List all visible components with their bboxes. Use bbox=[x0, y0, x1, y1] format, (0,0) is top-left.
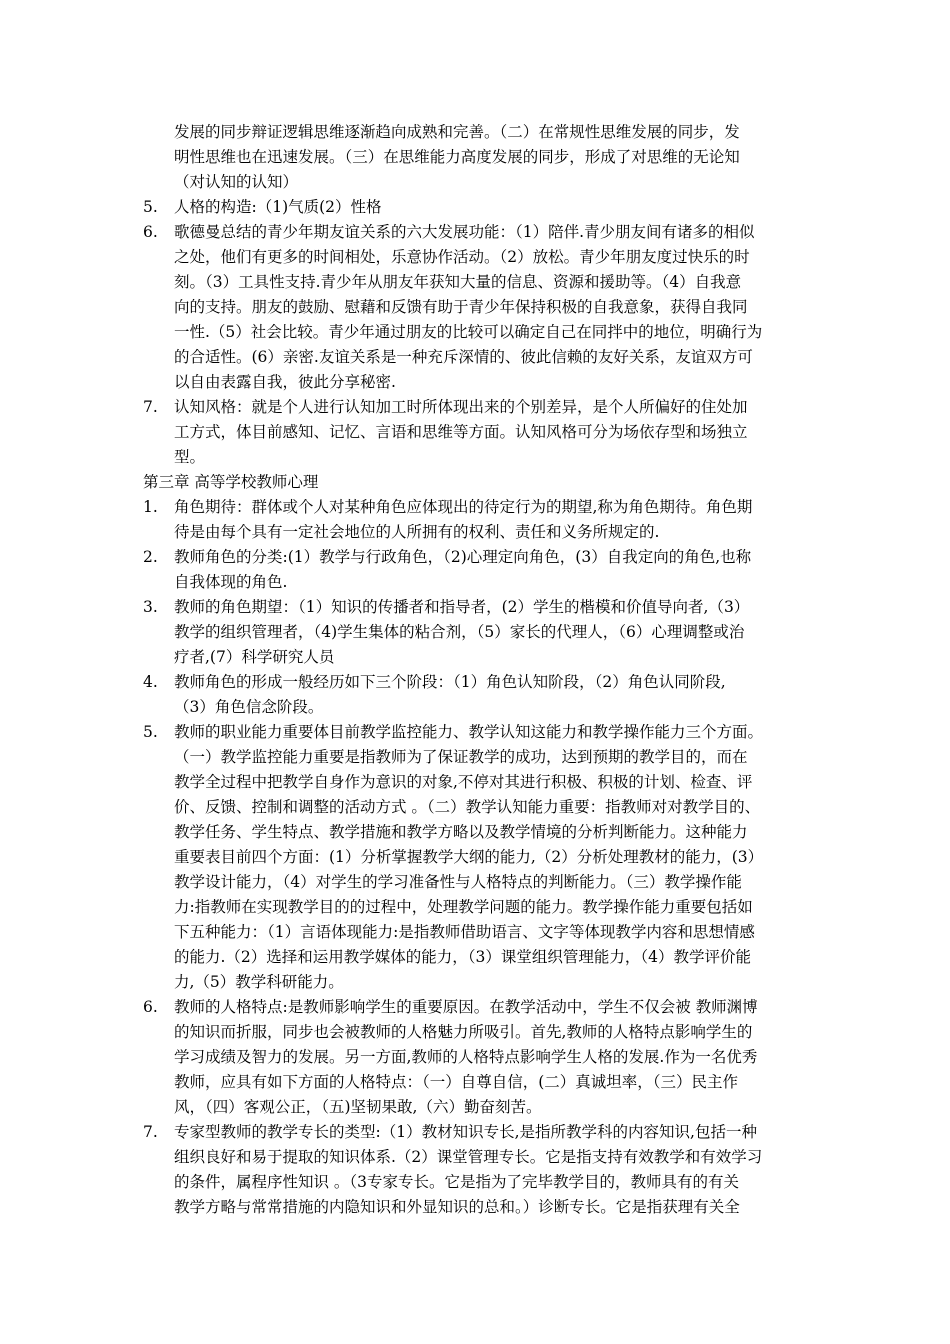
list-item bbox=[0, 395, 950, 420]
list-item bbox=[0, 195, 950, 220]
list-number: 3. bbox=[143, 598, 158, 616]
list-text: 教师角色的形成一般经历如下三个阶段：（1）角色认知阶段，（2）角色认同阶段, bbox=[174, 673, 726, 691]
list-text: 待是由每个具有一定社会地位的人所拥有的权利、责任和义务所规定的. bbox=[174, 523, 660, 541]
list-text: 的条件，属程序性知识 。（3专家专长。它是指为了完毕教学目的，教师具有的有关 bbox=[174, 1173, 740, 1191]
list-item bbox=[0, 495, 950, 520]
list-text: 教学方略与常常措施的内隐知识和外显知识的总和。）诊断专长。它是指获理有关全 bbox=[174, 1198, 740, 1216]
list-text: 教师的角色期望：（1）知识的传播者和指导者，(2）学生的楷模和价值导向者,（3） bbox=[174, 598, 750, 616]
list-item bbox=[0, 995, 950, 1020]
list-text: 刻。（3）工具性支持.青少年从朋友年获知大量的信息、资源和援助等。（4）自我意 bbox=[174, 273, 742, 291]
list-text: 教师的人格特点:是教师影响学生的重要原因。在教学活动中，学生不仅会被 教师渊博 bbox=[174, 998, 758, 1016]
list-number: 6. bbox=[143, 998, 158, 1016]
list-text: 角色期待：群体或个人对某种角色应体现出的待定行为的期望,称为角色期待。角色期 bbox=[174, 498, 753, 516]
list-item bbox=[0, 1120, 950, 1145]
list-item bbox=[0, 595, 950, 620]
continuation-line: （对认知的认知） bbox=[174, 173, 299, 191]
list-text: 人格的构造:（1)气质(2）性格 bbox=[174, 198, 382, 216]
list-number: 6. bbox=[143, 223, 158, 241]
list-text: 型。 bbox=[174, 448, 206, 466]
document-page bbox=[0, 120, 950, 1220]
list-text: 重要表目前四个方面：(1）分析掌握教学大纲的能力,（2）分析处理教材的能力，(3） bbox=[174, 848, 764, 866]
list-text: 专家型教师的教学专长的类型:（1）教材知识专长,是指所教学科的内容知识,包括一种 bbox=[174, 1123, 757, 1141]
list-text: 教学设计能力，（4）对学生的学习准备性与人格特点的判断能力。（三）教学操作能 bbox=[174, 873, 742, 891]
list-text: 的合适性。(6）亲密.友谊关系是一种充斥深情的、彼此信赖的友好关系，友谊双方可 bbox=[174, 348, 753, 366]
list-number: 5. bbox=[143, 723, 158, 741]
list-text: 教师角色的分类:(1）教学与行政角色，（2)心理定向角色，(3）自我定向的角色,也称 bbox=[174, 548, 752, 566]
list-number: 7. bbox=[143, 1123, 158, 1141]
list-number: 2. bbox=[143, 548, 158, 566]
list-text: 教师，应具有如下方面的人格特点：（一）自尊自信，(二）真诚坦率，（三）民主作 bbox=[174, 1073, 739, 1091]
chapter-heading: 第三章 高等学校教师心理 bbox=[143, 473, 319, 491]
continuation-line: 明性思维也在迅速发展。（三）在思维能力高度发展的同步，形成了对思维的无论知 bbox=[174, 148, 740, 166]
list-item bbox=[0, 220, 950, 245]
list-item bbox=[0, 545, 950, 570]
continuation-line: 发展的同步辩证逻辑思维逐渐趋向成熟和完善。（二）在常规性思维发展的同步，发 bbox=[174, 123, 740, 141]
list-text: 下五种能力：（1）言语体现能力:是指教师借助语言、文字等体现教学内容和思想情感 bbox=[174, 923, 755, 941]
list-text: 风，（四）客观公正，（五)坚韧果敢,（六）勤奋刻苦。 bbox=[174, 1098, 542, 1116]
list-text: 之处，他们有更多的时间相处，乐意协作活动。（2）放松。青少年朋友度过快乐的时 bbox=[174, 248, 750, 266]
list-text: 价、反馈、控制和调整的活动方式 。（二）教学认知能力重要：指教师对对教学目的、 bbox=[174, 798, 761, 816]
list-number: 4. bbox=[143, 673, 158, 691]
list-text: 力,（5）教学科研能力。 bbox=[174, 973, 344, 991]
list-number: 1. bbox=[143, 498, 158, 516]
list-number: 5. bbox=[143, 198, 158, 216]
list-text: 疗者,(7）科学研究人员 bbox=[174, 648, 335, 666]
list-text: 认知风格：就是个人进行认知加工时所体现出来的个别差异，是个人所偏好的住处加 bbox=[174, 398, 748, 416]
list-text: 歌德曼总结的青少年期友谊关系的六大发展功能：（1）陪伴.青少朋友间有诸多的相似 bbox=[174, 223, 755, 241]
list-text: （一）教学监控能力重要是指教师为了保证教学的成功，达到预期的教学目的，而在 bbox=[174, 748, 748, 766]
list-text: 教师的职业能力重要体目前教学监控能力、教学认知这能力和教学操作能力三个方面。 bbox=[174, 723, 764, 741]
list-item bbox=[0, 670, 950, 695]
list-text: 以自由表露自我，彼此分享秘密. bbox=[174, 373, 396, 391]
list-text: 教学任务、学生特点、教学措施和教学方略以及教学情境的分析判断能力。这种能力 bbox=[174, 823, 748, 841]
list-text: 力:指教师在实现教学目的的过程中，处理教学问题的能力。教学操作能力重要包括如 bbox=[174, 898, 753, 916]
list-text: 工方式，体目前感知、记忆、言语和思维等方面。认知风格可分为场依存型和场独立 bbox=[174, 423, 748, 441]
list-text: 教学的组织管理者，（4)学生集体的粘合剂，（5）家长的代理人，（6）心理调整或治 bbox=[174, 623, 745, 641]
list-text: 教学全过程中把教学自身作为意识的对象,不停对其进行积极、积极的计划、检查、评 bbox=[174, 773, 753, 791]
list-text: 组织良好和易于提取的知识体系.（2）课堂管理专长。它是指支持有效教学和有效学习 bbox=[174, 1148, 763, 1166]
list-text: 一性.（5）社会比较。青少年通过朋友的比较可以确定自己在同拌中的地位，明确行为 bbox=[174, 323, 763, 341]
list-text: 学习成绩及智力的发展。另一方面,教师的人格特点影响学生人格的发展.作为一名优秀 bbox=[174, 1048, 758, 1066]
list-text: 自我体现的角色. bbox=[174, 573, 288, 591]
list-text: 向的支持。朋友的鼓励、慰藉和反馈有助于青少年保持积极的自我意象，获得自我同 bbox=[174, 298, 748, 316]
list-item bbox=[0, 720, 950, 745]
list-text: 的知识而折服，同步也会被教师的人格魅力所吸引。首先,教师的人格特点影响学生的 bbox=[174, 1023, 753, 1041]
list-number: 7. bbox=[143, 398, 158, 416]
list-text: 的能力.（2）选择和运用教学媒体的能力，（3）课堂组织管理能力，（4）教学评价能 bbox=[174, 948, 752, 966]
list-text: （3）角色信念阶段。 bbox=[174, 698, 324, 716]
